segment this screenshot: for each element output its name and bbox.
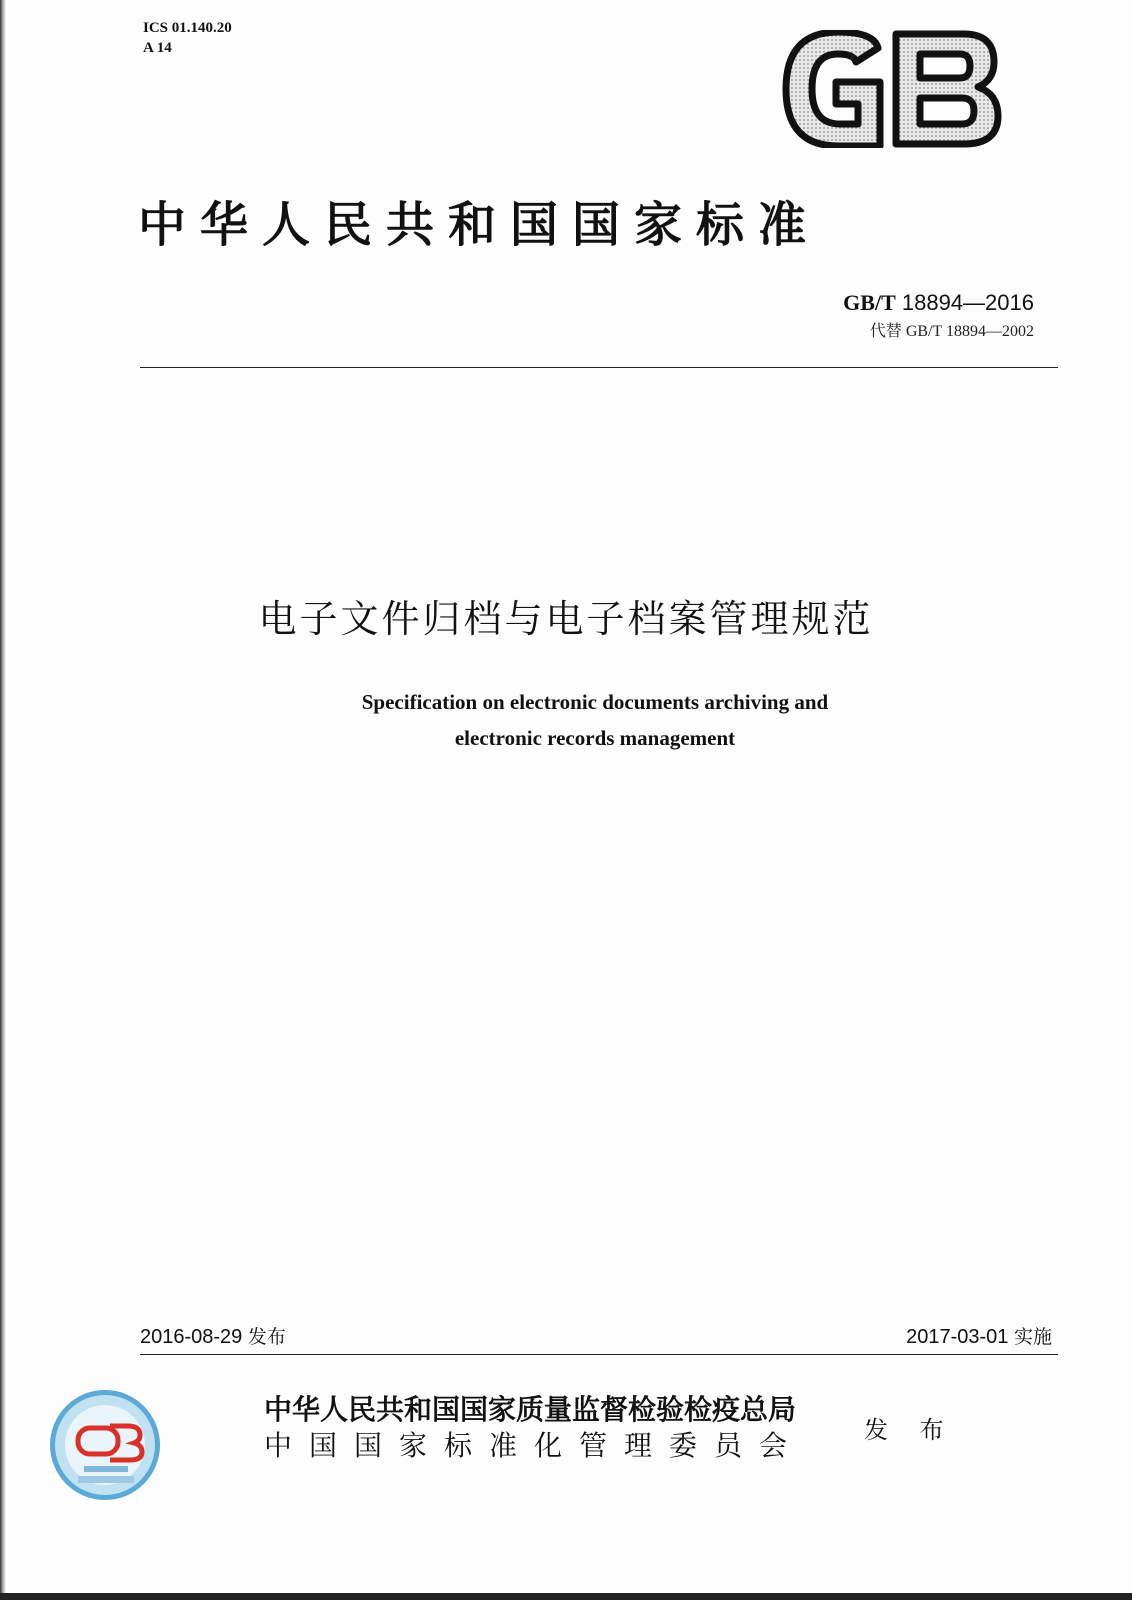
standard-prefix: GB/T (843, 290, 896, 315)
footer-divider (140, 1354, 1058, 1355)
gb-logo (778, 30, 1003, 148)
national-standard-heading: 中华人民共和国国家标准 (138, 197, 821, 253)
effective-date-block (906, 1322, 1052, 1349)
anti-counterfeit-stamp (48, 1388, 163, 1503)
issue-date: 2016-08-29 (140, 1326, 243, 1348)
effective-date: 2017-03-01 (906, 1326, 1009, 1348)
ccs-code: A 14 (143, 40, 172, 56)
issuer-sac: 中国国家标准化管理委员会 (264, 1429, 805, 1462)
issuer-aqsiq: 中华人民共和国国家质量监督检验检疫总局 (264, 1393, 797, 1426)
issue-date-block (140, 1322, 286, 1349)
ics-classification (143, 18, 232, 58)
header-divider (140, 367, 1058, 368)
english-title (0, 684, 1132, 756)
scan-edge (0, 0, 6, 1600)
english-title-line2: electronic records management (454, 726, 736, 750)
issuing-authorities (264, 1392, 804, 1464)
replaces-standard: 代替 GB/T 18894—2002 (869, 323, 1034, 340)
issue-label: 发布 (247, 1326, 286, 1348)
standard-number-block (843, 290, 1034, 341)
effective-label: 实施 (1013, 1326, 1052, 1348)
chinese-title: 电子文件归档与电子档案管理规范 (258, 597, 874, 641)
publish-label: 发 布 (864, 1416, 956, 1444)
scan-bottom-edge (0, 1593, 1132, 1600)
english-title-line1: Specification on electronic documents archiving and (361, 690, 829, 714)
standard-number: 18894—2016 (901, 290, 1034, 315)
ics-code: ICS 01.140.20 (143, 20, 232, 36)
